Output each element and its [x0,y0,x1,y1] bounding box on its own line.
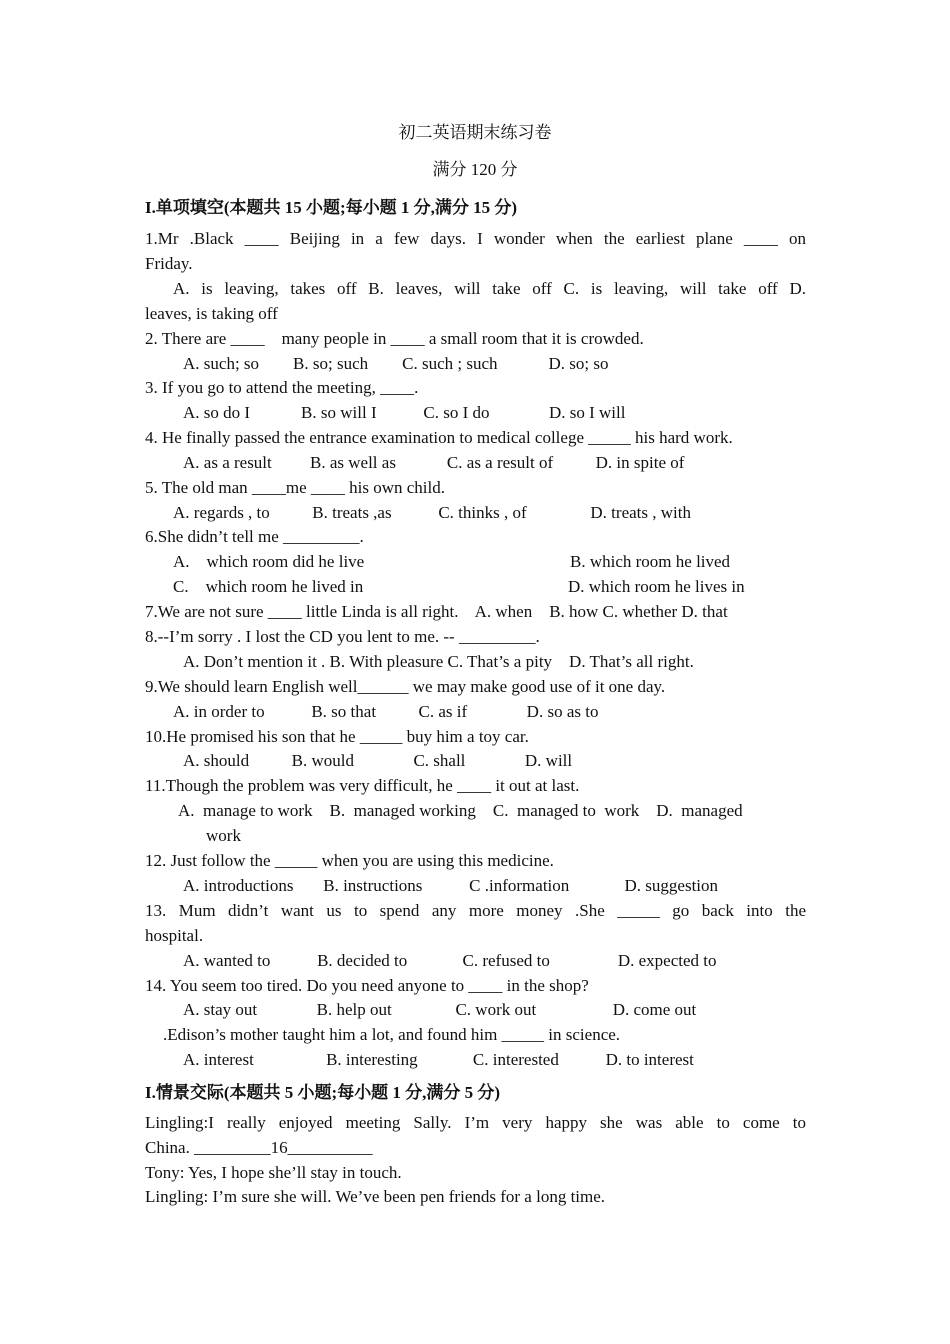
question-8-options: A. Don’t mention it . B. With pleasure C. That’s a pity D. That’s all right. [183,652,694,671]
question-5: 5. The old man ____me ____ his own child. [145,478,445,497]
dialogue-line-2: Tony: Yes, I hope she’ll stay in touch. [145,1163,402,1182]
question-12: 12. Just follow the _____ when you are using this medicine. [145,851,554,870]
question-15-options: A. interest B. interesting C. interested D. to interest [183,1050,694,1069]
section2-heading: I.情景交际(本题共 5 小题;每小题 1 分,满分 5 分) [145,1083,501,1102]
question-13-cont: hospital. [145,926,204,945]
question-14: 14. You seem too tired. Do you need anyone to ____ in the shop? [145,976,589,995]
question-10: 10.He promised his son that he _____ buy him a toy car. [145,727,529,746]
question-6-option-b: B. which room he lived [570,552,731,571]
dialogue-line-1: Lingling:I really enjoyed meeting Sally. I’m very happy she was able to come to [145,1113,806,1132]
question-11-options: A. manage to work B. managed working C. managed to work D. managed [178,801,743,820]
question-6-option-a: A. which room did he live [173,552,365,571]
question-4: 4. He finally passed the entrance examination to medical college _____ his hard work. [145,428,733,447]
question-6: 6.She didn’t tell me _________. [145,527,364,546]
question-5-options: A. regards , to B. treats ,as C. thinks , of D. treats , with [173,503,691,522]
question-8: 8.--I’m sorry . I lost the CD you lent to me. -- _________. [145,627,540,646]
question-3-options: A. so do I B. so will I C. so I do D. so I will [183,403,626,422]
question-9: 9.We should learn English well______ we may make good use of it one day. [145,677,666,696]
question-11-options-cont: work [206,826,241,845]
question-6-option-c: C. which room he lived in [173,577,364,596]
dialogue-line-1-cont: China. _________16__________ [145,1138,373,1157]
question-2-options: A. such; so B. so; such C. such ; such D. so; so [183,354,609,373]
question-1-cont: Friday. [145,254,193,273]
section1-heading: I.单项填空(本题共 15 小题;每小题 1 分,满分 15 分) [145,198,518,217]
question-1: 1.Mr .Black ____ Beijing in a few days. I wonder when the earliest plane ____ on [145,229,806,248]
question-11: 11.Though the problem was very difficult, he ____ it out at last. [145,776,580,795]
question-4-options: A. as a result B. as well as C. as a result of D. in spite of [183,453,685,472]
question-14-options: A. stay out B. help out C. work out D. come out [183,1000,697,1019]
question-7: 7.We are not sure ____ little Linda is all right. A. when B. how C. whether D. that [145,602,728,621]
question-13: 13. Mum didn’t want us to spend any more money .She _____ go back into the [145,901,806,920]
question-9-options: A. in order to B. so that C. as if D. so as to [173,702,599,721]
question-13-options: A. wanted to B. decided to C. refused to D. expected to [183,951,717,970]
question-6-option-d: D. which room he lives in [568,577,745,596]
question-12-options: A. introductions B. instructions C .information D. suggestion [183,876,719,895]
question-2: 2. There are ____ many people in ____ a small room that it is crowded. [145,329,644,348]
question-1-options: A. is leaving, takes off B. leaves, will take off C. is leaving, will take off D. [173,279,806,298]
question-1-options-cont: leaves, is taking off [145,304,278,323]
page-title: 初二英语期末练习卷 [398,123,552,142]
page-score: 满分 120 分 [432,160,518,179]
question-10-options: A. should B. would C. shall D. will [183,751,573,770]
question-15: .Edison’s mother taught him a lot, and found him _____ in science. [163,1025,621,1044]
dialogue-line-3: Lingling: I’m sure she will. We’ve been pen friends for a long time. [145,1187,606,1206]
question-3: 3. If you go to attend the meeting, ____. [145,378,419,397]
